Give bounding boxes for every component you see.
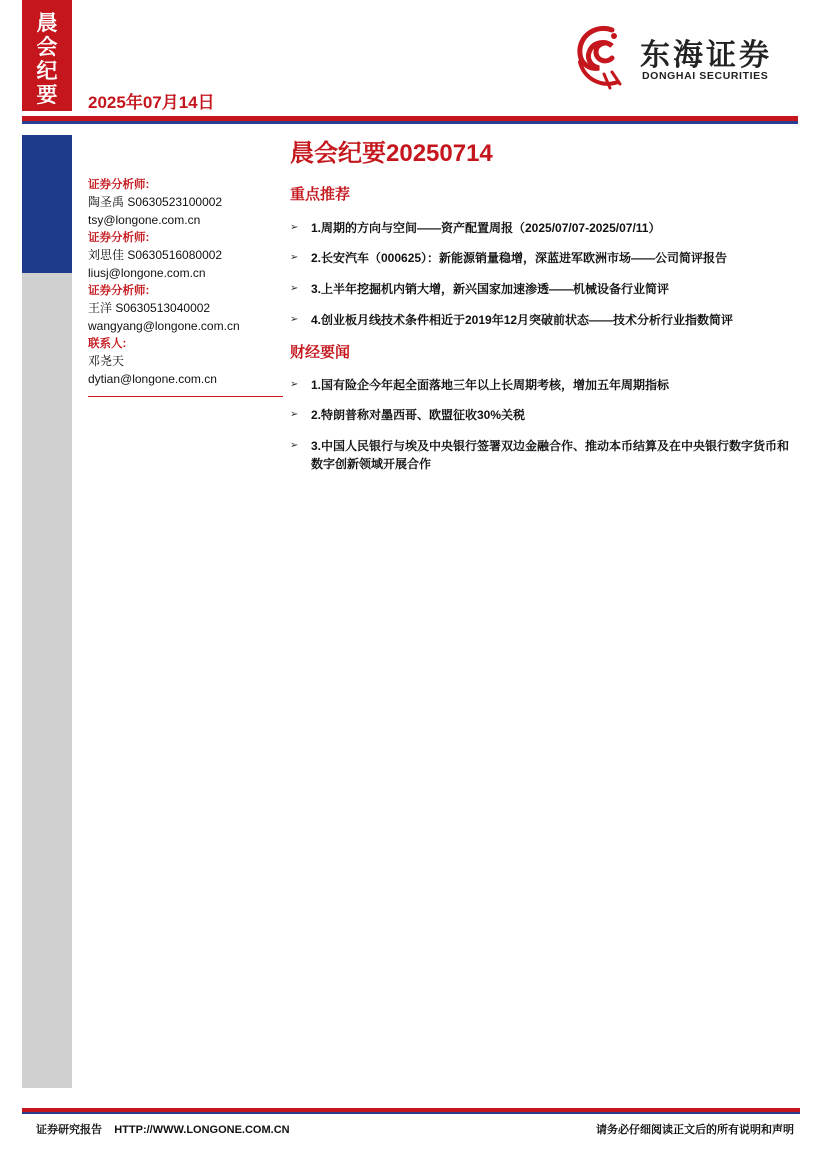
analyst-name-license: 王洋 S0630513040002 xyxy=(88,301,211,315)
recommendation-item[interactable] xyxy=(290,249,790,267)
item-text: 1.国有险企今年起全面落地三年以上长周期考核，增加五年周期指标 xyxy=(311,378,670,392)
dragon-logo-icon xyxy=(566,22,636,92)
section-heading-financial-news: 财经要闻 xyxy=(290,344,351,361)
bullet-arrow-icon: ➢ xyxy=(290,314,299,325)
item-text: 1.周期的方向与空间——资产配置周报（2025/07/07-2025/07/11） xyxy=(311,221,661,235)
contact-name: 邓尧天 xyxy=(88,354,125,368)
news-item[interactable] xyxy=(290,437,790,473)
analyst-email[interactable]: liusj@longone.com.cn xyxy=(88,265,206,280)
contact-entry xyxy=(88,335,288,388)
contact-email[interactable]: dytian@longone.com.cn xyxy=(88,371,217,386)
analyst-list xyxy=(88,176,288,397)
analyst-entry xyxy=(88,176,288,229)
analyst-entry xyxy=(88,282,288,335)
news-item[interactable] xyxy=(290,376,790,394)
tab-char: 晨 xyxy=(36,12,58,35)
analyst-label: 证券分析师: xyxy=(88,232,150,244)
contact-label: 联系人: xyxy=(88,338,127,350)
news-item[interactable] xyxy=(290,406,790,424)
analyst-divider xyxy=(88,396,283,397)
bullet-arrow-icon: ➢ xyxy=(290,379,299,390)
recommendation-item[interactable] xyxy=(290,219,790,237)
analyst-email[interactable]: wangyang@longone.com.cn xyxy=(88,318,240,333)
sidebar-accent-gray xyxy=(22,273,72,1088)
logo-chinese-name: 东海证券 xyxy=(640,38,772,73)
footer-report-type-url[interactable]: 证券研究报告 HTTP://WWW.LONGONE.COM.CN xyxy=(36,1124,290,1136)
header-divider-blue xyxy=(22,121,798,124)
recommendation-item[interactable] xyxy=(290,280,790,298)
section-heading-key-recommendations: 重点推荐 xyxy=(290,186,351,203)
item-text: 3.上半年挖掘机内销大增，新兴国家加速渗透——机械设备行业简评 xyxy=(311,282,670,296)
recommendation-item[interactable] xyxy=(290,311,790,329)
analyst-entry xyxy=(88,229,288,282)
sidebar-accent-blue xyxy=(22,135,72,273)
bullet-arrow-icon: ➢ xyxy=(290,252,299,263)
footer-disclaimer: 请务必仔细阅读正文后的所有说明和声明 xyxy=(596,1124,794,1136)
page-title: 晨会纪要20250714 xyxy=(290,140,493,167)
tab-char: 纪 xyxy=(36,60,58,83)
item-text: 2.长安汽车（000625）：新能源销量稳增，深蓝进军欧洲市场——公司简评报告 xyxy=(311,251,728,265)
tab-char: 要 xyxy=(36,84,58,107)
bullet-arrow-icon: ➢ xyxy=(290,440,299,451)
report-date: 2025年07月14日 xyxy=(88,93,215,112)
footer-divider-blue xyxy=(22,1112,800,1114)
bullet-arrow-icon: ➢ xyxy=(290,222,299,233)
bullet-arrow-icon: ➢ xyxy=(290,283,299,294)
report-type-tab xyxy=(22,0,72,111)
analyst-label: 证券分析师: xyxy=(88,179,150,191)
analyst-name-license: 陶圣禹 S0630523100002 xyxy=(88,195,223,209)
item-text: 2.特朗普称对墨西哥、欧盟征收30%关税 xyxy=(311,408,526,422)
bullet-arrow-icon: ➢ xyxy=(290,409,299,420)
tab-char: 会 xyxy=(36,36,58,59)
logo-english-name: DONGHAI SECURITIES xyxy=(642,70,769,82)
item-text: 3.中国人民银行与埃及中央银行签署双边金融合作、推动本币结算及在中央银行数字货币和数字创新领域开展合作 xyxy=(311,439,790,471)
item-text: 4.创业板月线技术条件相近于2019年12月突破前状态——技术分析行业指数简评 xyxy=(311,313,734,327)
analyst-email[interactable]: tsy@longone.com.cn xyxy=(88,212,201,227)
analyst-name-license: 刘思佳 S0630516080002 xyxy=(88,248,223,262)
analyst-label: 证券分析师: xyxy=(88,285,150,297)
company-logo xyxy=(566,22,796,92)
